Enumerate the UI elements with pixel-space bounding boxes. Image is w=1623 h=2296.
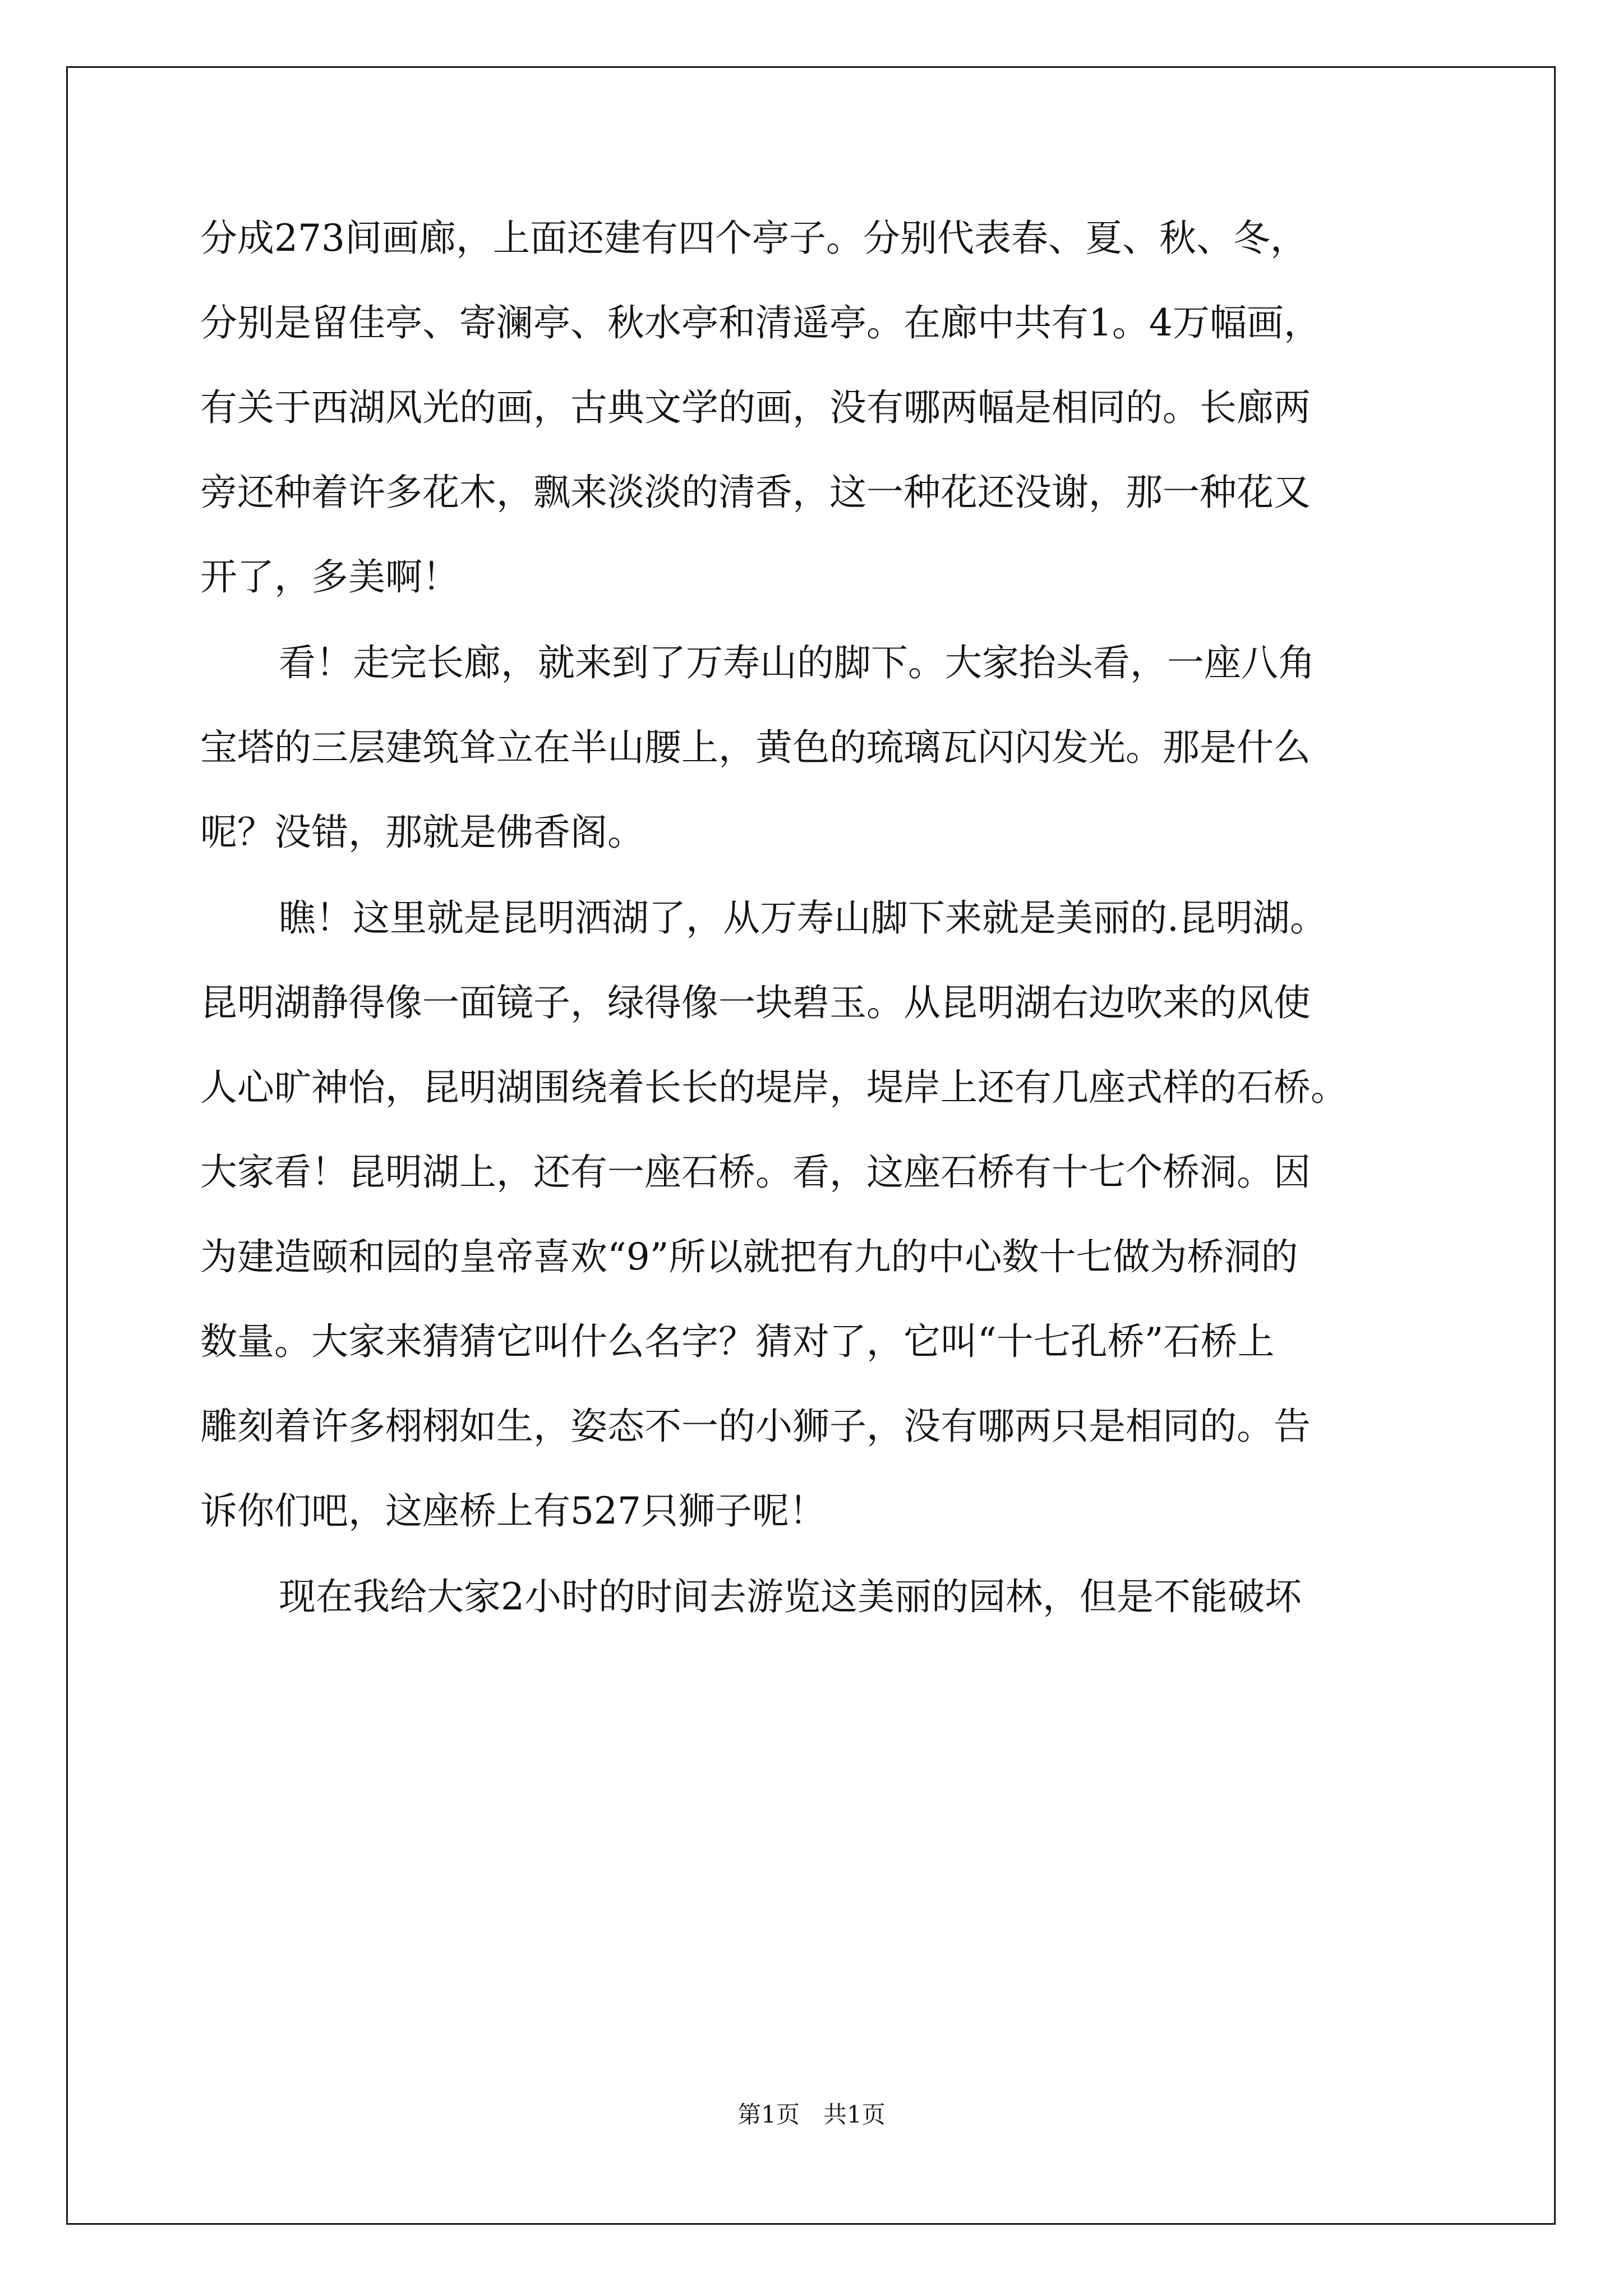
text-line: 开了，多美啊！: [200, 555, 459, 599]
text-line: 旁还种着许多花木，飘来淡淡的清香，这一种花还没谢，那一种花又: [200, 471, 1311, 514]
text-line: 为建造颐和园的皇帝喜欢“9”所以就把有九的中心数十七做为桥洞的: [200, 1235, 1298, 1278]
text-line: 宝塔的三层建筑耸立在半山腰上，黄色的琉璃瓦闪闪发光。那是什么: [200, 726, 1311, 769]
text-line: 大家看！昆明湖上，还有一座石桥。看，这座石桥有十七个桥洞。因: [200, 1151, 1311, 1194]
text-line: 雕刻着许多栩栩如生，姿态不一的小狮子，没有哪两只是相同的。告: [200, 1405, 1311, 1448]
text-line: 诉你们吧，这座桥上有527只狮子呢！: [200, 1489, 826, 1533]
text-line: 分别是留佳亭、寄澜亭、秋水亭和清遥亭。在廊中共有1。4万幅画，: [200, 301, 1321, 344]
paragraph-first-line: 现在我给大家2小时的时间去游览这美丽的园林，但是不能破坏: [279, 1575, 1302, 1618]
text-line: 昆明湖静得像一面镜子，绿得像一块碧玉。从昆明湖右边吹来的风使: [200, 981, 1311, 1024]
paragraph-first-line: 看！走完长廊，就来到了万寿山的脚下。大家抬头看，一座八角: [279, 641, 1315, 684]
text-line: 分成273间画廊，上面还建有四个亭子。分别代表春、夏、秋、冬，: [200, 217, 1307, 260]
page-footer: 第1页 共1页: [737, 2101, 886, 2128]
paragraph-first-line: 瞧！这里就是昆明洒湖了，从万寿山脚下来就是美丽的.昆明湖。: [279, 896, 1327, 940]
text-line: 有关于西湖风光的画，古典文学的画，没有哪两幅是相同的。长廊两: [200, 386, 1311, 429]
text-line: 呢？没错，那就是佛香阁。: [200, 811, 644, 854]
text-line: 人心旷神怡，昆明湖围绕着长长的堤岸，堤岸上还有几座式样的石桥。: [200, 1066, 1348, 1109]
text-line: 数量。大家来猜猜它叫什么名字？猜对了，它叫“十七孔桥”石桥上: [200, 1320, 1275, 1363]
